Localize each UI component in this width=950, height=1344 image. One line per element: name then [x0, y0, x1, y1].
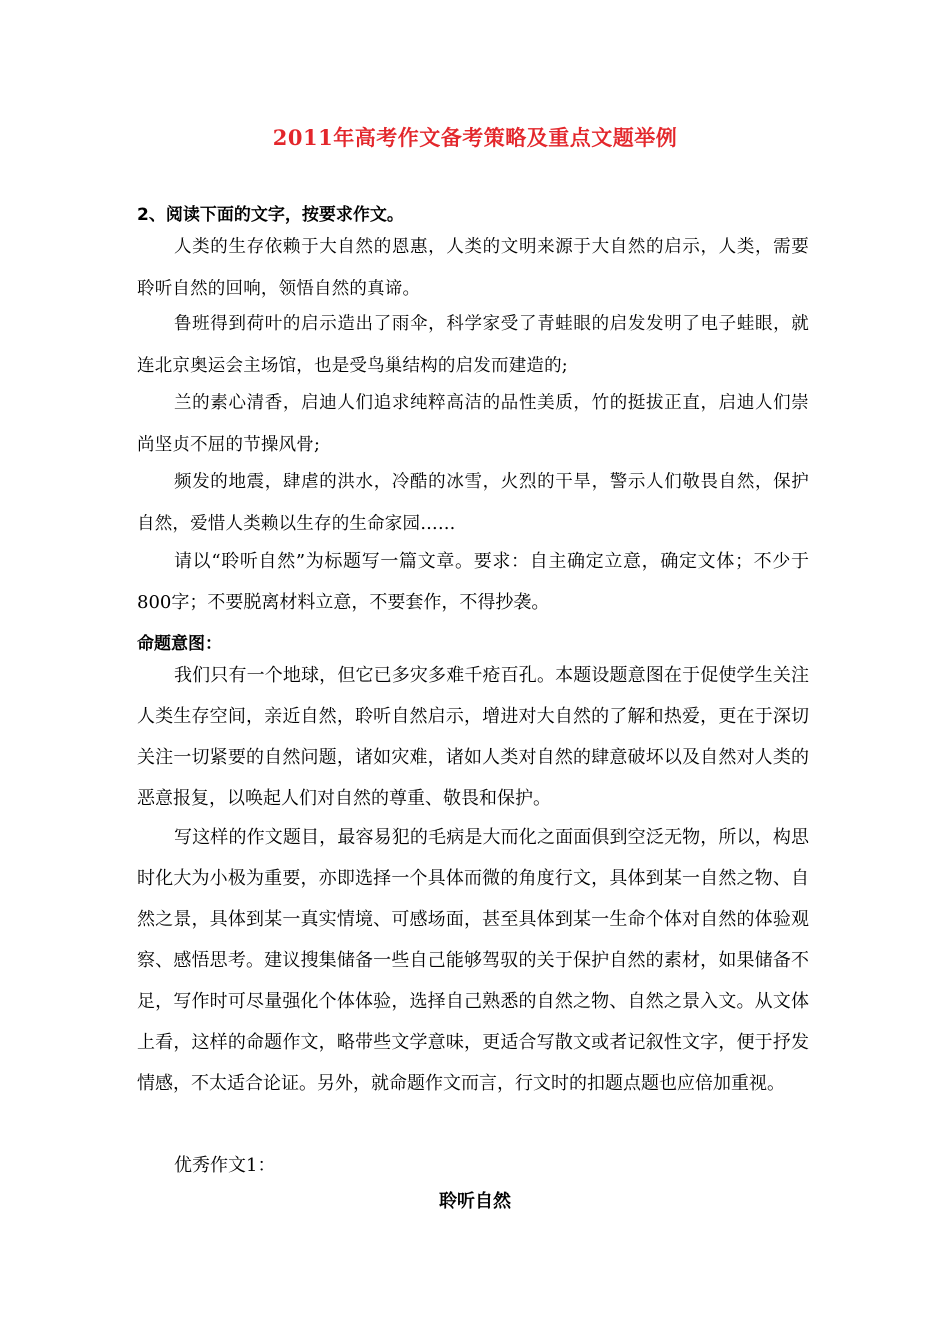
document-title: 2011年高考作文备考策略及重点文题举例 — [272, 125, 678, 150]
material-paragraph-2: 鲁班得到荷叶的启示造出了雨伞，科学家受了青蛙眼的启发发明了电子蛙眼，就连北京奥运会主场馆，也是受鸟巢结构的启发而建造的; — [137, 314, 809, 376]
intent-heading: 命题意图： — [137, 634, 222, 654]
intent-paragraph-2: 写这样的作文题目，最容易犯的毛病是大而化之面面俱到空泛无物，所以，构思时化大为小极为重要，亦即选择一个具体而微的角度行文，具体到某一自然之物、自然之景，具体到某一真实情境、可感场面，甚至具体到某一生命个体对自然的体验观察、感悟思考。建议搜集储备一些自己能够驾驭的关于保护自然的素材，如果储备不足，写作时可尽量强化个体体验，选择自己熟悉的自然之物、自然之景入文。从文体上看，这样的命题作文，略带些文学意味，更适合写散文或者记叙性文字，便于抒发情感，不太适合论证。另外，就命题作文而言，行文时的扣题点题也应倍加重视。 — [137, 827, 809, 1094]
essay-title: 聆听自然 — [439, 1191, 511, 1212]
material-paragraph-3: 兰的素心清香，启迪人们追求纯粹高洁的品性美质，竹的挺拔正直，启迪人们崇尚坚贞不屈的节操风骨; — [137, 393, 809, 455]
intent-paragraph-1: 我们只有一个地球，但它已多灾多难千疮百孔。本题设题意图在于促使学生关注人类生存空间，亲近自然，聆听自然启示，增进对大自然的了解和热爱，更在于深切关注一切紧要的自然问题，诸如灾难，诸如人类对自然的肆意破坏以及自然对人类的恶意报复，以唤起人们对自然的尊重、敬畏和保护。 — [137, 665, 809, 809]
material-paragraph-4: 频发的地震，肆虐的洪水，冷酷的冰雪，火烈的干旱，警示人们敬畏自然，保护自然，爱惜人类赖以生存的生命家园…… — [137, 472, 809, 534]
material-paragraph-1: 人类的生存依赖于大自然的恩惠，人类的文明来源于大自然的启示，人类，需要聆听自然的回响，领悟自然的真谛。 — [137, 237, 809, 299]
question-heading: 2、阅读下面的文字，按要求作文。 — [137, 205, 404, 225]
sample-label: 优秀作文1： — [174, 1155, 276, 1176]
requirement-paragraph: 请以“聆听自然”为标题写一篇文章。要求：自主确定立意，确定文体；不少于800字；不要脱离材料立意，不要套作，不得抄袭。 — [137, 551, 809, 613]
